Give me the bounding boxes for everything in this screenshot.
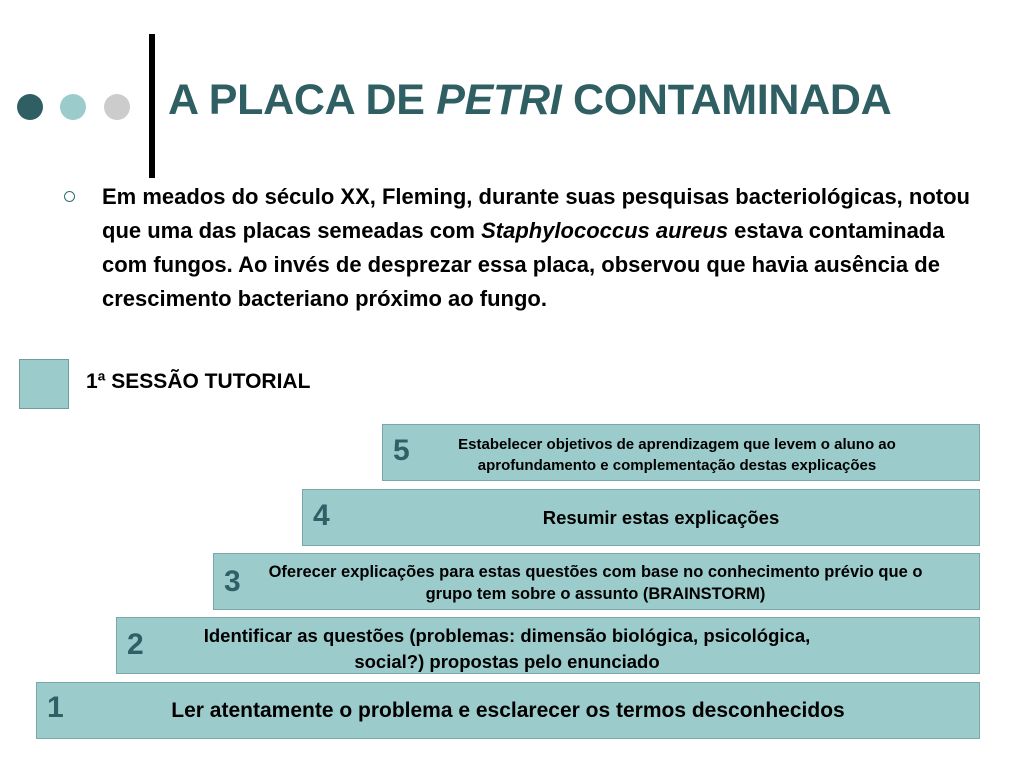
- step-2-box: [116, 617, 980, 674]
- step-1-box: [36, 682, 980, 739]
- step-text: Resumir estas explicações: [542, 507, 780, 528]
- step-text: Ler atentamente o problema e esclarecer os termos desconhecidos: [171, 699, 845, 722]
- paragraph-species: Staphylococcus aureus: [481, 218, 729, 243]
- step-3-box: [213, 553, 980, 610]
- step-4-box: [302, 489, 980, 546]
- decorative-dot-teal: [60, 94, 86, 120]
- title-text-1: A PLACA DE: [168, 76, 437, 124]
- legend-label: 1ª SESSÃO TUTORIAL: [86, 370, 311, 393]
- decorative-dot-gray: [104, 94, 130, 120]
- step-text: Estabelecer objetivos de aprendizagem que levem o aluno ao aprofundamento e complementação destas explicações: [458, 436, 896, 474]
- step-text: Identificar as questões (problemas: dimensão biológica, psicológica, social?) propostas pelo enunciado: [203, 625, 811, 672]
- slide-title: [168, 76, 891, 125]
- title-text-3: CONTAMINADA: [561, 76, 892, 124]
- legend-swatch: [19, 359, 69, 409]
- paragraph-text-2: estava contaminada com fungos. Ao invés de desprezar essa placa, observou que havia ausência de crescimento bacteriano próximo ao fungo.: [102, 218, 945, 311]
- title-divider: [149, 34, 155, 178]
- paragraph-text-1: Em meados do século XX, Fleming, durante suas pesquisas bacteriológicas, notou que uma das placas semeadas com: [102, 184, 970, 243]
- step-number: 1: [47, 691, 64, 724]
- body-paragraph: [102, 180, 982, 316]
- step-text: Oferecer explicações para estas questões com base no conhecimento prévio que o grupo tem sobre o assunto (BRAINSTORM): [268, 563, 923, 603]
- step-number: 3: [224, 565, 241, 598]
- step-number: 4: [313, 499, 330, 532]
- decorative-dot-dark: [17, 94, 43, 120]
- step-number: 5: [393, 434, 410, 467]
- step-number: 2: [127, 628, 144, 661]
- bullet-icon: [64, 191, 75, 202]
- step-5-box: [382, 424, 980, 481]
- title-text-petri: PETRI: [436, 76, 562, 124]
